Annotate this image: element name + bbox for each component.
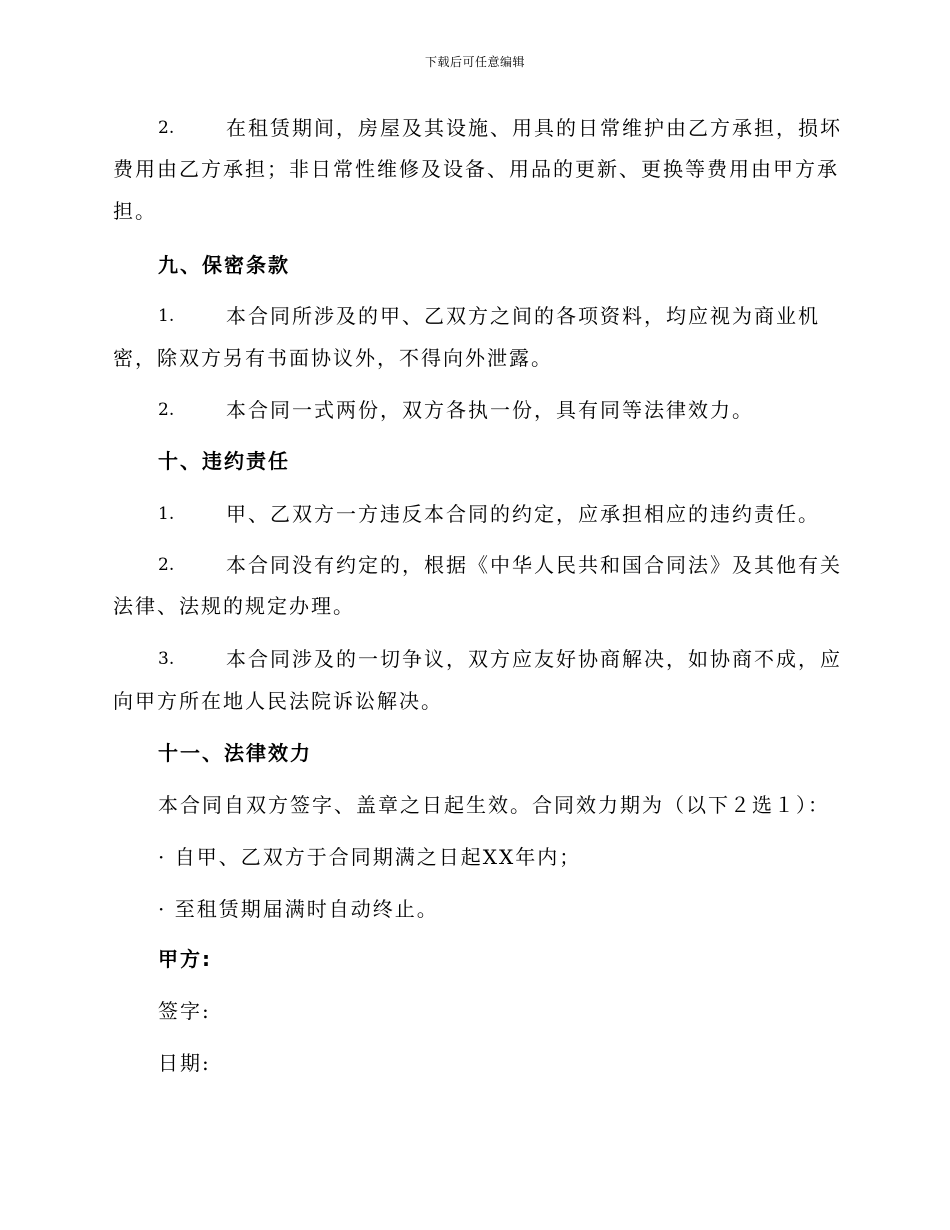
option-item: · 自甲、乙双方于合同期满之日起XX年内；	[158, 845, 582, 869]
item-number: 2.	[158, 400, 175, 420]
date-label: 日期:	[158, 1051, 211, 1075]
paragraph-line: 本合同一式两份，双方各执一份，具有同等法律效力。	[226, 398, 754, 422]
paragraph-line: 本合同所涉及的甲、乙双方之间的各项资料，均应视为商业机	[226, 304, 820, 328]
option-item: · 至租赁期届满时自动终止。	[158, 897, 439, 921]
page-header: 下载后可任意编辑	[424, 55, 525, 69]
item-number: 3.	[158, 649, 175, 669]
item-number: 1.	[158, 306, 175, 326]
paragraph-line: 法律、法规的规定办理。	[113, 594, 355, 618]
paragraph-line: 密，除双方另有书面协议外，不得向外泄露。	[113, 346, 553, 370]
paragraph-line: 本合同自双方签字、盖章之日起生效。合同效力期为（以下２选１）：	[158, 793, 830, 817]
paragraph-line: 本合同没有约定的，根据《中华人民共和国合同法》及其他有关	[226, 553, 842, 577]
item-number: 2.	[158, 118, 175, 138]
section-heading: 九、保密条款	[158, 253, 290, 277]
paragraph-line: 向甲方所在地人民法院诉讼解决。	[113, 689, 443, 713]
section-heading: 十、违约责任	[158, 449, 290, 473]
paragraph-line: 本合同涉及的一切争议，双方应友好协商解决，如协商不成，应	[226, 647, 842, 671]
item-number: 2.	[158, 555, 175, 575]
paragraph-line: 担。	[113, 199, 157, 223]
section-heading: 十一、法律效力	[158, 741, 312, 765]
item-number: 1.	[158, 504, 175, 524]
party-a-label: 甲方:	[158, 947, 212, 971]
paragraph-line: 费用由乙方承担；非日常性维修及设备、用品的更新、更换等费用由甲方承	[113, 157, 839, 181]
paragraph-line: 甲、乙双方一方违反本合同的约定，应承担相应的违约责任。	[226, 502, 820, 526]
paragraph-line: 在租赁期间，房屋及其设施、用具的日常维护由乙方承担，损坏	[226, 116, 842, 140]
signature-label: 签字:	[158, 999, 211, 1023]
